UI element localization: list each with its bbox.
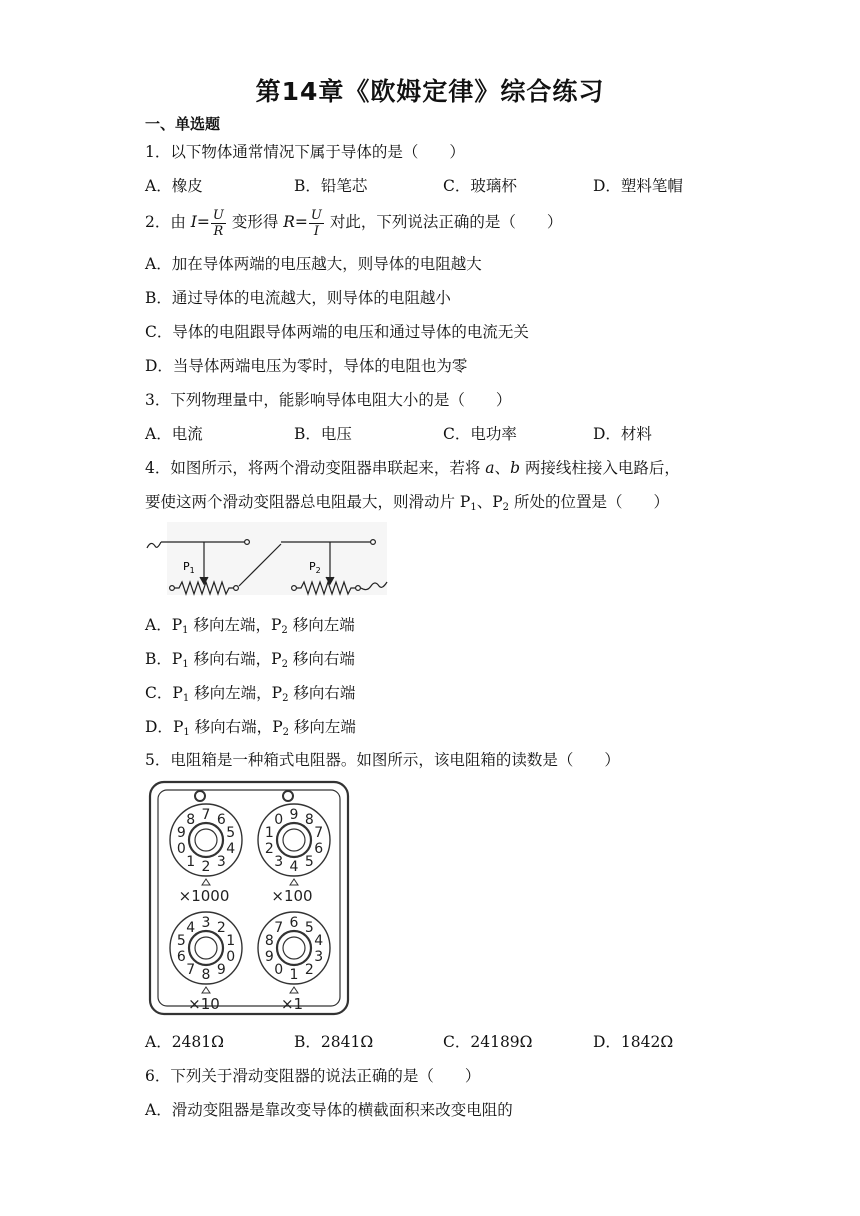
q3-option-b: B．电压 [294,425,352,443]
dial-knob-center [283,829,305,851]
q5-option-a: A．2481Ω [145,1033,224,1051]
rheostat-2-bar-terminal [371,540,376,545]
screw-icon [283,791,293,801]
dial-knob-center [195,937,217,959]
rheostat-1-bar-terminal [245,540,250,545]
dial-digit: 9 [289,807,299,823]
dial-digit: 4 [289,859,299,875]
dial-digit: 2 [304,962,314,978]
dial-digit: 6 [216,812,226,828]
dial-knob-center [195,829,217,851]
q6-option-a: A．滑动变阻器是靠改变导体的横截面积来改变电阻的 [145,1101,513,1119]
section-heading: 一、单选题 [145,115,221,133]
q4-option-b: B．$P_1$ 移向右端，$P_2$ 移向右端 [145,650,355,670]
dial-digit: 5 [304,854,314,870]
page-title: 第14章《欧姆定律》综合练习 [255,77,605,106]
q3-option-c: C．电功率 [443,425,517,443]
resistance-box-figure [148,780,350,1016]
dial-digit: 5 [176,933,186,949]
question-5-stem: 5．电阻箱是一种箱式电阻器。如图所示，该电阻箱的读数是（ ） [145,751,620,769]
dial-digit: 5 [226,825,236,841]
dial-digit: 6 [314,841,324,857]
dial-digit: 6 [289,915,299,931]
question-4-stem-line-1: 4．如图所示，将两个滑动变阻器串联起来，若将 a、b 两接线柱接入电路后， [145,459,680,477]
dial-digit: 8 [304,812,314,828]
formula-fraction: $\frac{U}{I}$ [310,207,322,239]
dial-digit: 3 [216,854,226,870]
dial-digit: 1 [186,854,196,870]
rheostat-2-left-terminal [292,586,297,591]
question-3-stem: 3．下列物理量中，能影响导体电阻大小的是（ ） [145,391,512,409]
figure-background [167,522,387,595]
dial-digit: 7 [186,962,196,978]
q3-option-a: A．电流 [145,425,203,443]
rheostat-1-left-terminal [170,586,175,591]
question-1-stem: 1．以下物体通常情况下属于导体的是（ ） [145,143,465,161]
dial-digit: 4 [226,841,236,857]
dial-digit: 9 [264,949,274,965]
q2-option-b: B．通过导体的电流越大，则导体的电阻越小 [145,289,451,307]
dial-multiplier-label: ×1 [280,995,304,1013]
q2-option-c: C．导体的电阻跟导体两端的电压和通过导体的电流无关 [145,323,529,341]
dial-digit: 7 [201,807,211,823]
dial-digit: 8 [264,933,274,949]
label-p2: $P_2$ [309,560,321,575]
q5-option-c: C．24189Ω [443,1033,533,1051]
dial-digit: 9 [216,962,226,978]
dial-digit: 3 [201,915,211,931]
q1-option-a: A．橡皮 [145,177,203,195]
dial-digit: 9 [176,825,186,841]
q4-option-c: C．$P_1$ 移向左端，$P_2$ 移向右端 [145,684,356,704]
q4-option-d: D．$P_1$ 移向右端，$P_2$ 移向左端 [145,718,356,738]
question-2-stem: 2．由 I= $\frac{U}{R}$ 变形得 R= $\frac{U}{I}$ 对此，下列说法正确的是（ ） [145,207,563,239]
dial-multiplier-label: ×10 [188,995,220,1013]
q1-option-b: B．铅笔芯 [294,177,368,195]
q1-option-c: C．玻璃杯 [443,177,517,195]
dial-digit: 3 [274,854,284,870]
dial-digit: 8 [201,967,211,983]
dial-digit: 7 [314,825,324,841]
dial-digit: 6 [176,949,186,965]
dial-digit: 0 [176,841,186,857]
rheostat-2-right-terminal [356,586,361,591]
dial-multiplier-label: ×1000 [178,887,230,905]
dial-digit: 0 [274,812,284,828]
q5-option-d: D．1842Ω [593,1033,674,1051]
dial-digit: 1 [226,933,236,949]
dial-digit: 4 [314,933,324,949]
q4-option-a: A．$P_1$ 移向左端，$P_2$ 移向左端 [145,616,355,636]
question-4-stem-line-2: 要使这两个滑动变阻器总电阻最大，则滑动片 $P_1$、$P_2$ 所处的位置是（ ） [145,493,669,513]
q2-option-a: A．加在导体两端的电压越大，则导体的电阻越大 [145,255,482,273]
terminal-a-lead [147,542,161,548]
q1-option-d: D．塑料笔帽 [593,177,683,195]
dial-digit: 1 [289,967,299,983]
dial-digit: 4 [186,920,196,936]
dial-digit: 0 [226,949,236,965]
question-6-stem: 6．下列关于滑动变阻器的说法正确的是（ ） [145,1067,481,1085]
dial-knob-center [283,937,305,959]
dial-digit: 7 [274,920,284,936]
dial-digit: 1 [264,825,274,841]
q5-option-b: B．2841Ω [294,1033,374,1051]
dial-digit: 2 [216,920,226,936]
screw-icon [195,791,205,801]
rheostat-1-right-terminal [234,586,239,591]
dial-digit: 8 [186,812,196,828]
q3-option-d: D．材料 [593,425,652,443]
label-p1: $P_1$ [183,560,195,575]
dial-digit: 2 [201,859,211,875]
dial-digit: 0 [274,962,284,978]
dial-digit: 5 [304,920,314,936]
rheostat-circuit-figure [143,522,393,597]
dial-digit: 2 [264,841,274,857]
formula-fraction: $\frac{U}{R}$ [212,207,224,239]
q2-option-d: D．当导体两端电压为零时，导体的电阻也为零 [145,357,468,375]
dial-multiplier-label: ×100 [271,887,313,905]
dial-digit: 3 [314,949,324,965]
